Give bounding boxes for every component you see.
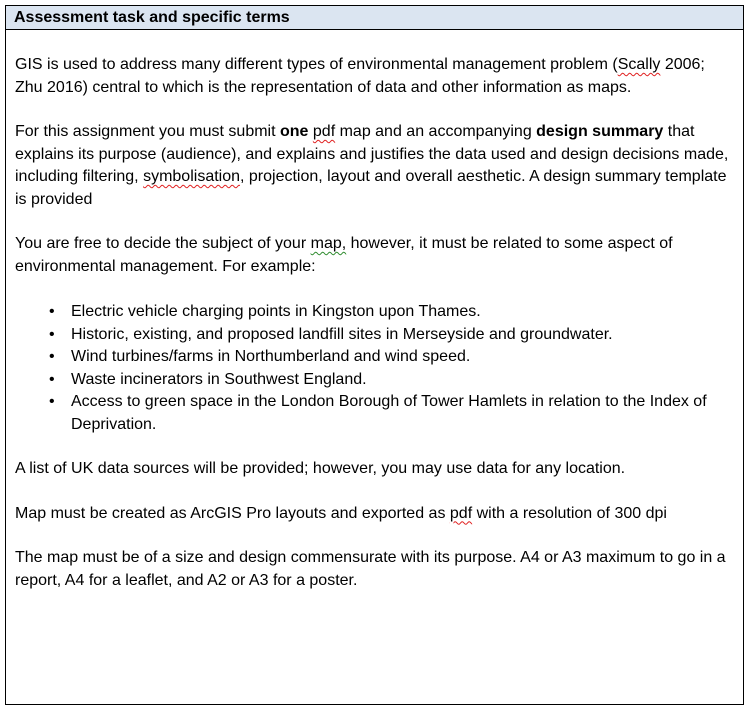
bullet-icon: • (49, 393, 55, 410)
list-item-text: Access to green space in the London Borough of Tower Hamlets in relation to the Index of Deprivation. (71, 393, 707, 433)
bullet-icon: • (49, 303, 55, 320)
submission-one: one (279, 123, 309, 140)
section-body (6, 54, 743, 592)
export-pdf: pdf (449, 504, 473, 522)
submission-text-b: map and an accompanying (335, 123, 537, 140)
list-item (15, 324, 735, 347)
section-header (6, 6, 743, 30)
list-item (15, 346, 735, 369)
section-title: Assessment task and specific terms (14, 9, 290, 26)
assessment-table (5, 5, 744, 705)
examples-list (15, 301, 735, 436)
bullet-icon: • (49, 370, 55, 388)
subject-text-a: You are free to decide the subject of your (15, 235, 311, 252)
submission-text-a: For this assignment you must submit (15, 123, 280, 140)
list-item-text: Wind turbines/farms in Northumberland and wind speed. (71, 348, 471, 365)
submission-pdf: pdf (312, 123, 336, 140)
citation-scally: Scally (617, 56, 661, 73)
list-item-text: Waste incinerators in Southwest England. (71, 370, 367, 388)
export-paragraph (15, 503, 735, 526)
bullet-icon: • (49, 348, 55, 365)
intro-text-a: GIS is used to address many different types of environmental management problem ( (15, 56, 618, 73)
export-text-a: Map must be created as ArcGIS Pro layouts and exported as (15, 504, 450, 522)
intro-text-b: 2006; Zhu 2016) central to which is the representation of data and other information as maps. (15, 56, 705, 96)
data-sources-paragraph: A list of UK data sources will be provided; however, you may use data for any location. (15, 460, 626, 477)
intro-paragraph (15, 54, 735, 99)
subject-text-b: however, it must be related to some aspect of environmental management. For example: (15, 235, 673, 275)
list-item-text: Historic, existing, and proposed landfill sites in Merseyside and groundwater. (71, 325, 613, 343)
bullet-icon: • (49, 325, 55, 343)
submission-text-d: , projection, layout and overall aesthetic. A design summary template is provided (15, 168, 727, 208)
list-item (15, 369, 735, 392)
export-text-b: with a resolution of 300 dpi (472, 504, 667, 522)
submission-text-c: that explains its purpose (audience), and explains and justifies the data used and design decisions made, including filtering, (15, 123, 729, 185)
list-item-text: Electric vehicle charging points in Kingston upon Thames. (71, 303, 481, 320)
submission-paragraph (15, 121, 735, 211)
subject-map: map, (310, 235, 347, 252)
size-paragraph: The map must be of a size and design commensurate with its purpose. A4 or A3 maximum to go in a report, A4 for a leaflet, and A2 or A3 for a poster. (15, 549, 726, 589)
list-item (15, 301, 735, 324)
submission-symbolisation: symbolisation (143, 168, 241, 185)
list-item (15, 391, 735, 436)
submission-design-summary: design summary (536, 123, 664, 140)
subject-paragraph (15, 233, 735, 278)
